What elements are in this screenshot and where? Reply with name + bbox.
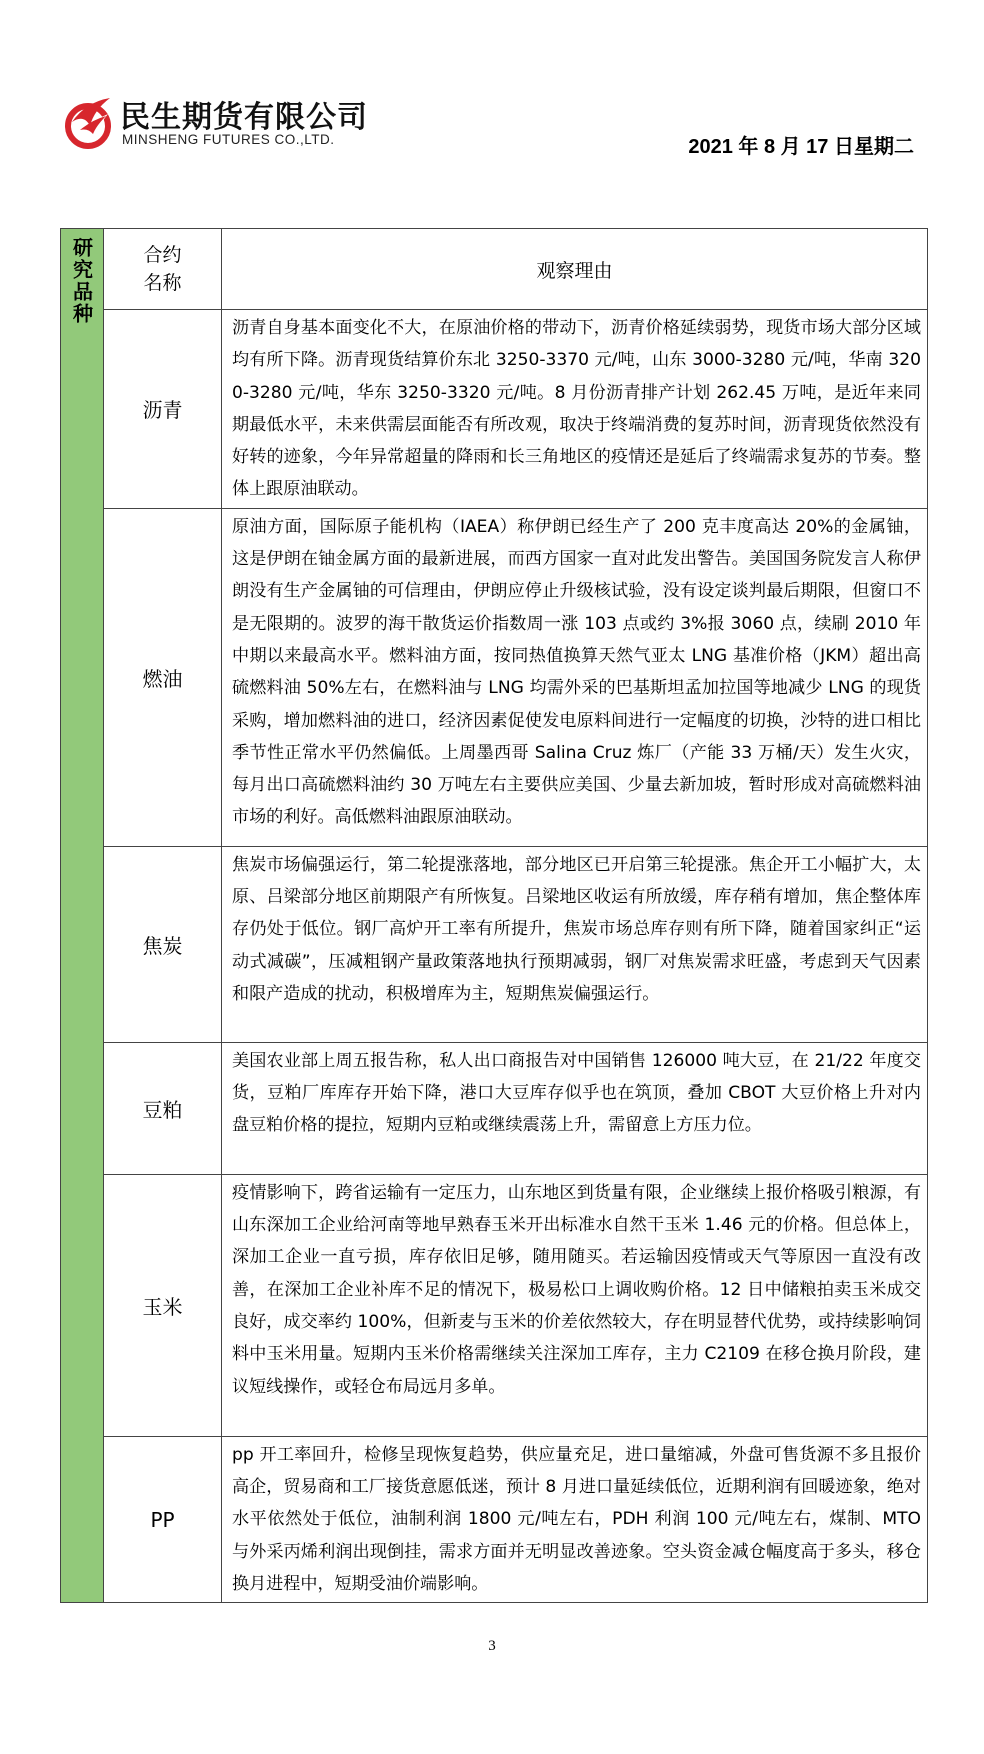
category-label: 研究品种 bbox=[69, 237, 94, 325]
column-header-reason: 观察理由 bbox=[222, 229, 928, 310]
column-header-name-text: 合约 名称 bbox=[143, 244, 182, 294]
observation-reason: 原油方面，国际原子能机构（IAEA）称伊朗已经生产了 200 克丰度高达 20%的金属铀，这是伊朗在铀金属方面的最新进展，而西方国家一直对此发出警告。美国国务院发言人称伊朗没有生产金属铀的可信理由，伊朗应停止升级核试验，没有设定谈判最后期限，但窗口不是无限期的。波罗的海干散货运价指数周一涨 103 点或约 3%报 3060 点，续刷 2010 年中期以来最高水平。燃料油方面，按同热值换算天然气亚太 LNG 基准价格（JKM）超出高硫燃料油 50%左右，在燃料油与 LNG 均需外采的巴基斯坦孟加拉国等地减少 LNG 的现货采购，增加燃料油的进口，经济因素促使发电原料间进行一定幅度的切换，沙特的进口相比季节性正常水平仍然偏低。上周墨西哥 Salina Cruz 炼厂（产能 33 万桶/天）发生火灾，每月出口高硫燃料油约 30 万吨左右主要供应美国、少量去新加坡，暂时形成对高硫燃料油市场的利好。高低燃料油跟原油联动。 bbox=[222, 508, 928, 846]
observation-reason: 美国农业部上周五报告称，私人出口商报告对中国销售 126000 吨大豆，在 21/22 年度交货，豆粕厂库库存开始下降，港口大豆库存似乎也在筑顶，叠加 CBOT 大豆价格上升对内盘豆粕价格的提拉，短期内豆粕或继续震荡上升，需留意上方压力位。 bbox=[222, 1042, 928, 1174]
minsheng-logo-icon bbox=[64, 92, 116, 152]
observation-reason: 疫情影响下，跨省运输有一定压力，山东地区到货量有限，企业继续上报价格吸引粮源，有山东深加工企业给河南等地早熟春玉米开出标准水自然干玉米 1.46 元的价格。但总体上，深加工企业一直亏损，库存依旧足够，随用随买。若运输因疫情或天气等原因一直没有改善，在深加工企业补库不足的情况下，极易松口上调收购价格。12 日中储粮拍卖玉米成交良好，成交率约 100%，但新麦与玉米的价差依然较大，存在明显替代优势，或持续影响饲料中玉米用量。短期内玉米价格需继续关注深加工库存，主力 C2109 在移仓换月阶段，建议短线操作，或轻仓布局远月多单。 bbox=[222, 1174, 928, 1436]
category-cell bbox=[61, 229, 104, 1603]
page-number: 3 bbox=[488, 1638, 496, 1654]
contract-name: 燃油 bbox=[104, 508, 222, 846]
company-name-en: MINSHENG FUTURES CO.,LTD. bbox=[122, 132, 335, 147]
observation-reason: pp 开工率回升，检修呈现恢复趋势，供应量充足，进口量缩减，外盘可售货源不多且报价高企，贸易商和工厂接货意愿低迷，预计 8 月进口量延续低位，近期利润有回暖迹象，绝对水平依然处于低位，油制利润 1800 元/吨左右，PDH 利润 100 元/吨左右，煤制、MTO 与外采丙烯利润出现倒挂，需求方面并无明显改善迹象。空头资金减仓幅度高于多头，移仓换月进程中，短期受油价端影响。 bbox=[222, 1436, 928, 1602]
contract-name: 焦炭 bbox=[104, 846, 222, 1042]
company-logo bbox=[64, 86, 368, 156]
contract-name: 沥青 bbox=[104, 310, 222, 509]
table-row bbox=[61, 508, 928, 846]
research-table bbox=[60, 228, 928, 1603]
table-header-row bbox=[61, 229, 928, 310]
contract-name: 玉米 bbox=[104, 1174, 222, 1436]
contract-name: PP bbox=[104, 1436, 222, 1602]
company-name-cn: 民生期货有限公司 bbox=[120, 100, 368, 135]
table-row bbox=[61, 846, 928, 1042]
table-row bbox=[61, 310, 928, 509]
table-row bbox=[61, 1174, 928, 1436]
table-row bbox=[61, 1436, 928, 1602]
table-row bbox=[61, 1042, 928, 1174]
column-header-name bbox=[104, 229, 222, 310]
observation-reason: 沥青自身基本面变化不大，在原油价格的带动下，沥青价格延续弱势，现货市场大部分区域均有所下降。沥青现货结算价东北 3250-3370 元/吨，山东 3000-3280 元/吨，华南 3200-3280 元/吨，华东 3250-3320 元/吨。8 月份沥青排产计划 262.45 万吨，是近年来同期最低水平，未来供需层面能否有所改观，取决于终端消费的复苏时间，沥青现货依然没有好转的迹象，今年异常超量的降雨和长三角地区的疫情还是延后了终端需求复苏的节奏。整体上跟原油联动。 bbox=[222, 310, 928, 509]
observation-reason: 焦炭市场偏强运行，第二轮提涨落地，部分地区已开启第三轮提涨。焦企开工小幅扩大，太原、吕梁部分地区前期限产有所恢复。吕梁地区收运有所放缓，库存稍有增加，焦企整体库存仍处于低位。钢厂高炉开工率有所提升，焦炭市场总库存则有所下降，随着国家纠正“运动式减碳”，压减粗钢产量政策落地执行预期减弱，钢厂对焦炭需求旺盛，考虑到天气因素和限产造成的扰动，积极增库为主，短期焦炭偏强运行。 bbox=[222, 846, 928, 1042]
contract-name: 豆粕 bbox=[104, 1042, 222, 1174]
report-date: 2021 年 8 月 17 日星期二 bbox=[688, 136, 914, 158]
